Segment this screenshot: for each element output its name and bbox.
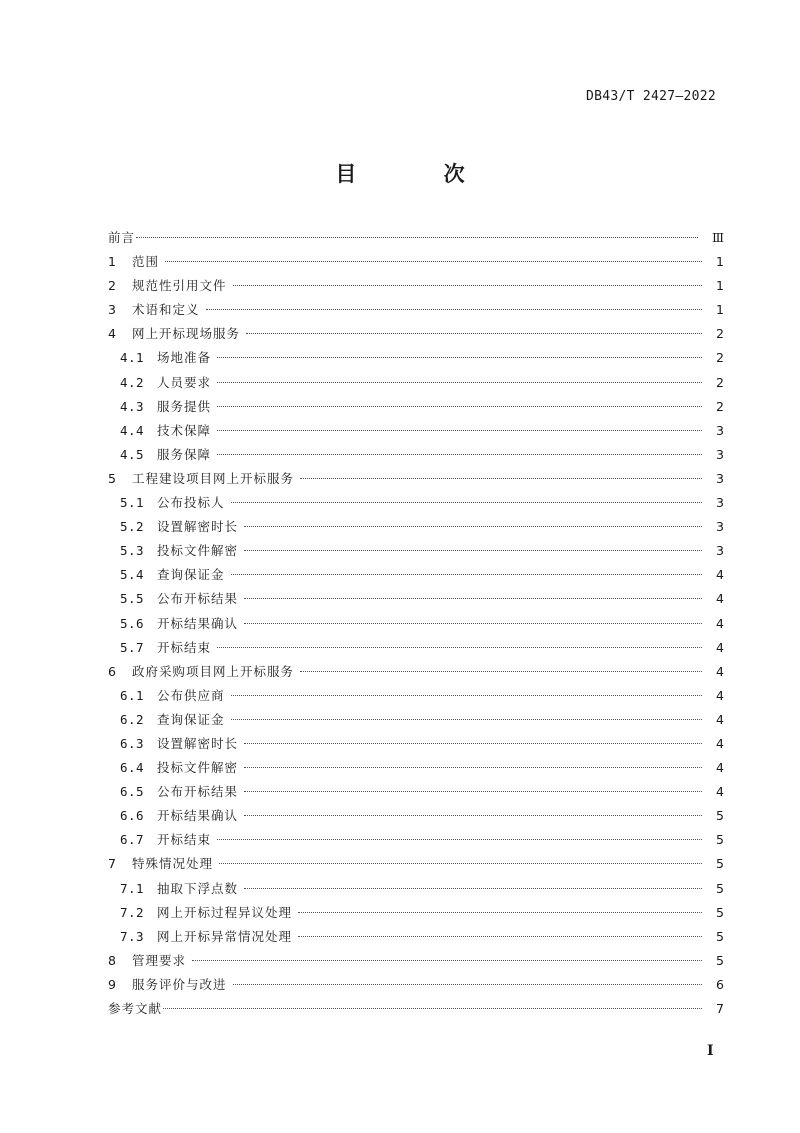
dot-leader xyxy=(192,960,702,961)
toc-entry[interactable] xyxy=(108,563,724,587)
dot-leader xyxy=(219,863,702,864)
toc-entry[interactable] xyxy=(108,346,724,370)
dot-leader xyxy=(217,454,702,455)
toc-entry-page: 2 xyxy=(716,374,724,390)
table-of-contents xyxy=(108,226,724,1021)
toc-entry-number: 6.3 xyxy=(120,735,145,751)
toc-entry[interactable] xyxy=(108,274,724,298)
dot-leader xyxy=(244,623,702,624)
toc-entry[interactable] xyxy=(108,925,724,949)
toc-entry-number: 6.7 xyxy=(120,832,145,848)
toc-entry-label: 政府采购项目网上开标服务 xyxy=(132,663,295,679)
toc-entry[interactable] xyxy=(108,997,724,1021)
dot-leader xyxy=(231,502,702,503)
toc-entry-label: 工程建设项目网上开标服务 xyxy=(132,470,295,486)
toc-entry[interactable] xyxy=(108,949,724,973)
dot-leader xyxy=(136,237,698,238)
toc-entry-label: 公布供应商 xyxy=(157,687,225,703)
toc-entry-number: 7.3 xyxy=(120,928,145,944)
toc-entry-page: 5 xyxy=(716,880,724,896)
toc-entry-label: 设置解密时长 xyxy=(157,735,239,751)
toc-entry[interactable] xyxy=(108,250,724,274)
toc-entry-label: 查询保证金 xyxy=(157,711,225,727)
dot-leader xyxy=(244,598,702,599)
toc-entry-label: 前言 xyxy=(108,230,136,245)
dot-leader xyxy=(165,261,702,262)
toc-entry-number: 5 xyxy=(108,470,116,486)
toc-entry[interactable] xyxy=(108,684,724,708)
dot-leader xyxy=(244,815,702,816)
dot-leader xyxy=(300,478,702,479)
toc-entry-number: 4.4 xyxy=(120,422,145,438)
toc-entry[interactable] xyxy=(108,419,724,443)
toc-entry-label: 人员要求 xyxy=(157,374,212,390)
toc-entry-number: 7 xyxy=(108,856,116,872)
toc-entry-number: 6.6 xyxy=(120,808,145,824)
toc-entry-page: 3 xyxy=(716,446,724,462)
toc-entry[interactable] xyxy=(108,636,724,660)
toc-entry-page: 4 xyxy=(716,615,724,631)
toc-entry-number: 1 xyxy=(108,254,116,270)
dot-leader xyxy=(217,430,702,431)
toc-entry[interactable] xyxy=(108,587,724,611)
dot-leader xyxy=(244,791,702,792)
standard-number: DB43/T 2427—2022 xyxy=(585,89,716,104)
toc-entry[interactable] xyxy=(108,612,724,636)
dot-leader xyxy=(244,743,702,744)
toc-entry-label: 服务评价与改进 xyxy=(132,976,227,992)
toc-entry-page: 4 xyxy=(716,639,724,655)
toc-entry-page: 3 xyxy=(716,422,724,438)
toc-entry-page: 4 xyxy=(716,711,724,727)
toc-entry-label: 公布投标人 xyxy=(157,495,225,511)
dot-leader xyxy=(246,333,702,334)
dot-leader xyxy=(217,357,702,358)
toc-entry-number: 4.2 xyxy=(120,374,145,390)
toc-entry[interactable] xyxy=(108,901,724,925)
toc-entry[interactable] xyxy=(108,877,724,901)
toc-entry-label: 公布开标结果 xyxy=(157,784,239,800)
toc-entry[interactable] xyxy=(108,395,724,419)
toc-entry-page: 5 xyxy=(716,856,724,872)
toc-entry[interactable] xyxy=(108,371,724,395)
dot-leader xyxy=(231,719,702,720)
dot-leader xyxy=(244,767,702,768)
dot-leader xyxy=(206,309,702,310)
toc-entry[interactable] xyxy=(108,539,724,563)
toc-entry-number: 8 xyxy=(108,952,116,968)
toc-entry-label: 参考文献 xyxy=(108,1001,163,1016)
toc-entry-page: 4 xyxy=(716,591,724,607)
toc-entry-page: 5 xyxy=(716,832,724,848)
toc-entry-number: 7.1 xyxy=(120,880,145,896)
dot-leader xyxy=(231,695,702,696)
toc-entry-label: 开标结束 xyxy=(157,639,212,655)
toc-entry[interactable] xyxy=(108,780,724,804)
toc-entry-page: 1 xyxy=(716,254,724,270)
toc-entry[interactable] xyxy=(108,491,724,515)
toc-entry-page: 4 xyxy=(716,663,724,679)
toc-entry-page: 4 xyxy=(716,567,724,583)
page-title: 目 次 xyxy=(335,162,505,186)
toc-entry-label: 特殊情况处理 xyxy=(132,856,214,872)
dot-leader xyxy=(217,382,702,383)
toc-entry-number: 6.4 xyxy=(120,760,145,776)
toc-entry-label: 网上开标过程异议处理 xyxy=(157,904,293,920)
toc-entry[interactable] xyxy=(108,515,724,539)
toc-entry-label: 投标文件解密 xyxy=(157,760,239,776)
dot-leader xyxy=(217,647,702,648)
toc-entry-page: 2 xyxy=(716,326,724,342)
toc-entry-page: 4 xyxy=(716,735,724,751)
toc-entry-number: 6.2 xyxy=(120,711,145,727)
toc-entry-page: 4 xyxy=(716,687,724,703)
toc-entry-page: 3 xyxy=(716,519,724,535)
toc-entry-number: 5.7 xyxy=(120,639,145,655)
toc-entry-page: 1 xyxy=(716,278,724,294)
toc-entry[interactable] xyxy=(108,708,724,732)
dot-leader xyxy=(233,984,702,985)
toc-entry[interactable] xyxy=(108,298,724,322)
toc-entry[interactable] xyxy=(108,322,724,346)
toc-entry-page: 5 xyxy=(716,928,724,944)
dot-leader xyxy=(298,912,702,913)
toc-entry-number: 6.1 xyxy=(120,687,145,703)
dot-leader xyxy=(231,574,702,575)
toc-entry-label: 开标结束 xyxy=(157,832,212,848)
toc-entry-number: 3 xyxy=(108,302,116,318)
toc-entry-number: 5.4 xyxy=(120,567,145,583)
dot-leader xyxy=(300,671,702,672)
toc-entry[interactable] xyxy=(108,226,724,250)
toc-entry[interactable] xyxy=(108,828,724,852)
dot-leader xyxy=(217,839,702,840)
toc-entry-number: 6.5 xyxy=(120,784,145,800)
toc-entry-label: 开标结果确认 xyxy=(157,615,239,631)
toc-entry-page: 5 xyxy=(716,904,724,920)
toc-entry-label: 抽取下浮点数 xyxy=(157,880,239,896)
toc-entry-page: Ⅲ xyxy=(711,230,724,245)
toc-entry-number: 5.6 xyxy=(120,615,145,631)
toc-entry[interactable] xyxy=(108,443,724,467)
toc-entry-number: 4.1 xyxy=(120,350,145,366)
toc-entry-page: 3 xyxy=(716,543,724,559)
toc-entry-label: 服务提供 xyxy=(157,398,212,414)
toc-entry-label: 公布开标结果 xyxy=(157,591,239,607)
page-folio: I xyxy=(707,1043,714,1059)
toc-entry-label: 场地准备 xyxy=(157,350,212,366)
dot-leader xyxy=(233,285,702,286)
toc-entry-page: 6 xyxy=(716,976,724,992)
toc-entry-label: 开标结果确认 xyxy=(157,808,239,824)
toc-entry-label: 规范性引用文件 xyxy=(132,278,227,294)
toc-entry-label: 服务保障 xyxy=(157,446,212,462)
toc-entry-number: 4 xyxy=(108,326,116,342)
toc-entry-number: 4.3 xyxy=(120,398,145,414)
toc-entry[interactable] xyxy=(108,852,724,876)
toc-entry[interactable] xyxy=(108,732,724,756)
toc-entry[interactable] xyxy=(108,973,724,997)
toc-entry-label: 管理要求 xyxy=(132,952,187,968)
toc-entry-page: 2 xyxy=(716,350,724,366)
toc-entry-page: 5 xyxy=(716,808,724,824)
toc-entry-number: 6 xyxy=(108,663,116,679)
dot-leader xyxy=(244,888,702,889)
toc-entry-number: 5.2 xyxy=(120,519,145,535)
toc-entry-page: 4 xyxy=(716,784,724,800)
toc-entry[interactable] xyxy=(108,660,724,684)
toc-entry-page: 3 xyxy=(716,470,724,486)
toc-entry-page: 4 xyxy=(716,760,724,776)
toc-entry-page: 3 xyxy=(716,495,724,511)
toc-entry[interactable] xyxy=(108,804,724,828)
toc-entry-number: 7.2 xyxy=(120,904,145,920)
dot-leader xyxy=(217,406,702,407)
toc-entry[interactable] xyxy=(108,756,724,780)
toc-entry-label: 查询保证金 xyxy=(157,567,225,583)
dot-leader xyxy=(298,936,702,937)
toc-entry-number: 5.5 xyxy=(120,591,145,607)
toc-entry-label: 术语和定义 xyxy=(132,302,200,318)
toc-entry-label: 网上开标异常情况处理 xyxy=(157,928,293,944)
toc-entry-label: 范围 xyxy=(132,254,160,270)
toc-entry-number: 9 xyxy=(108,976,116,992)
toc-entry-page: 7 xyxy=(716,1001,724,1016)
dot-leader xyxy=(244,550,702,551)
toc-entry-number: 5.3 xyxy=(120,543,145,559)
toc-entry-number: 4.5 xyxy=(120,446,145,462)
toc-entry-number: 5.1 xyxy=(120,495,145,511)
toc-entry-label: 投标文件解密 xyxy=(157,543,239,559)
dot-leader xyxy=(163,1008,702,1009)
toc-entry-page: 2 xyxy=(716,398,724,414)
toc-entry-page: 1 xyxy=(716,302,724,318)
toc-entry-page: 5 xyxy=(716,952,724,968)
toc-entry-label: 网上开标现场服务 xyxy=(132,326,241,342)
toc-entry-label: 设置解密时长 xyxy=(157,519,239,535)
toc-entry-number: 2 xyxy=(108,278,116,294)
toc-entry[interactable] xyxy=(108,467,724,491)
dot-leader xyxy=(244,526,702,527)
toc-entry-label: 技术保障 xyxy=(157,422,212,438)
